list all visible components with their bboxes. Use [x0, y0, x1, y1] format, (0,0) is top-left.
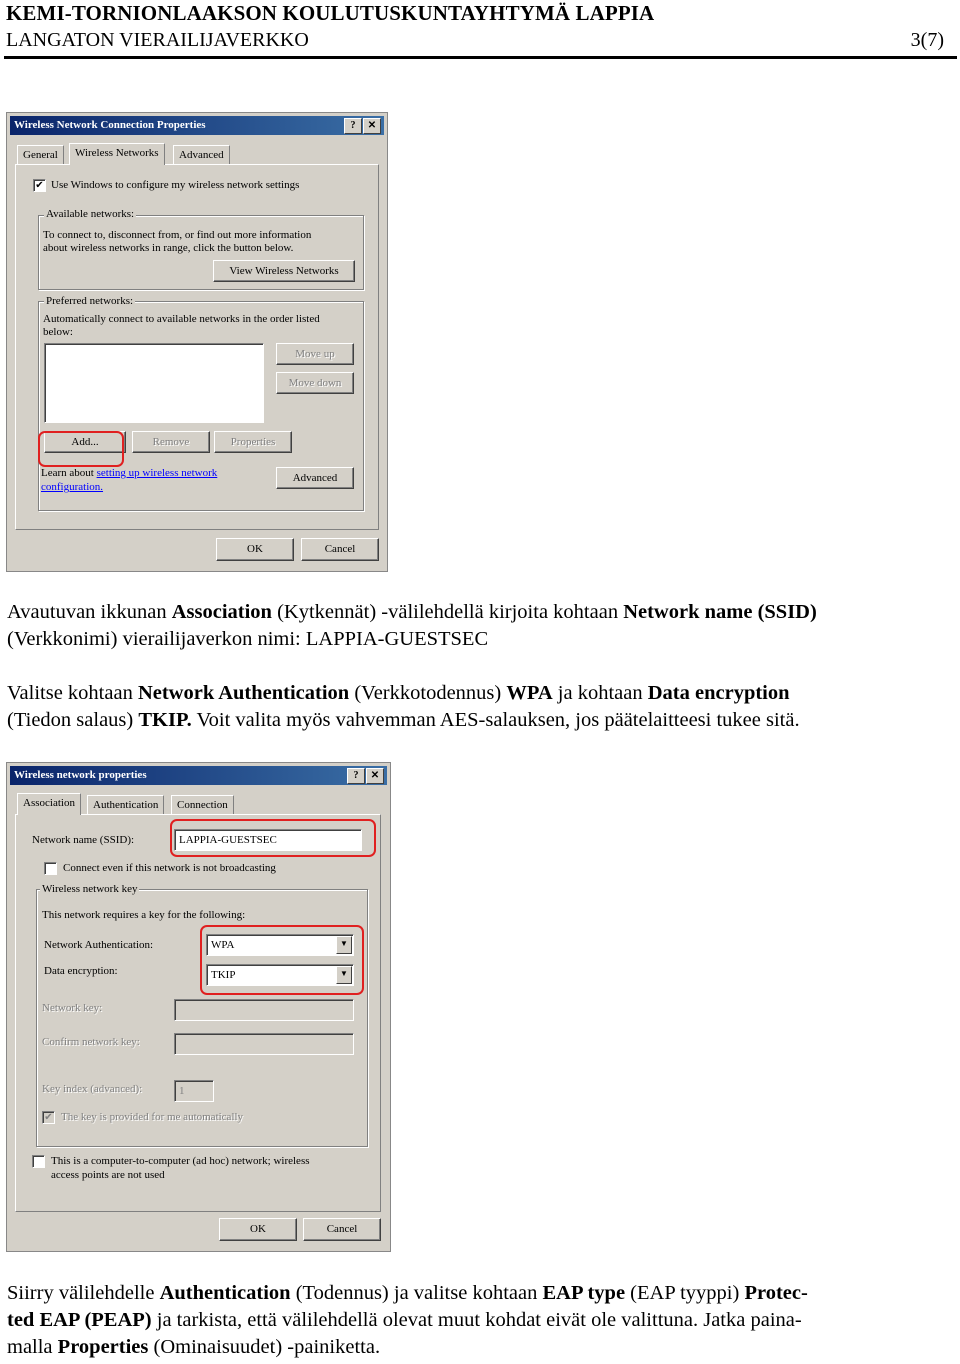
- tab-general[interactable]: General: [17, 145, 64, 164]
- paragraph-3: [7, 1280, 952, 1361]
- confirm-key-label: Confirm network key:: [42, 1036, 140, 1048]
- enc-label: Data encryption:: [44, 965, 118, 977]
- p3-text-1: Siirry välilehdelle: [7, 1282, 160, 1304]
- ssid-highlight: [170, 819, 376, 857]
- p3-text-4: ja tarkista, että välilehdellä olevat muut kohdat eivät ole valittuna. Jatka paina-: [151, 1309, 802, 1331]
- p1-text-2: (Kytkennät) -välilehdellä kirjoita kohtaan: [271, 601, 624, 623]
- cancel-button[interactable]: Cancel: [301, 538, 379, 561]
- learn-about-line-1: [41, 467, 217, 479]
- p3-text-2: (Todennus) ja valitse kohtaan: [290, 1282, 543, 1304]
- p2-bold-wpa: WPA: [506, 682, 553, 704]
- p3-bold-properties: Properties: [57, 1336, 149, 1358]
- p2-text-4: (Tiedon salaus): [7, 709, 139, 731]
- move-down-button[interactable]: Move down: [276, 372, 354, 394]
- p2-bold-network-auth: Network Authentication: [137, 682, 350, 704]
- ssid-label: Network name (SSID):: [32, 834, 135, 846]
- remove-button[interactable]: Remove: [132, 431, 210, 453]
- move-up-button[interactable]: Move up: [276, 343, 354, 365]
- available-text-1: To connect to, disconnect from, or find out more information: [43, 229, 312, 241]
- help-button[interactable]: ?: [344, 118, 362, 134]
- properties-button[interactable]: Properties: [214, 431, 292, 453]
- organization-name: KEMI-TORNIONLAAKSON KOULUTUSKUNTAYHTYMÄ LAPPIA: [6, 1, 655, 25]
- learn-link[interactable]: setting up wireless network: [96, 467, 218, 479]
- paragraph-2: [7, 680, 952, 734]
- dialog2-title: Wireless network properties: [14, 769, 147, 781]
- advanced-button[interactable]: Advanced: [276, 467, 354, 489]
- add-button[interactable]: Add...: [44, 431, 126, 453]
- key-index-spinner[interactable]: 1: [174, 1080, 214, 1102]
- help-button[interactable]: ?: [347, 768, 365, 784]
- p2-bold-tkip: TKIP.: [138, 709, 192, 731]
- p3-bold-peap: ted EAP (PEAP): [7, 1309, 152, 1331]
- dialog2-screenshot: [6, 762, 391, 1252]
- p3-text-3: (EAP tyyppi): [625, 1282, 745, 1304]
- network-key-input[interactable]: [174, 999, 354, 1021]
- key-text: This network requires a key for the following:: [42, 909, 246, 921]
- use-windows-label: Use Windows to configure my wireless network settings: [51, 179, 300, 191]
- page-number: 3(7): [910, 29, 944, 51]
- close-button[interactable]: ✕: [366, 768, 384, 784]
- ssid-input[interactable]: LAPPIA-GUESTSEC: [174, 829, 362, 851]
- use-windows-checkbox[interactable]: ✔: [33, 179, 46, 192]
- tab-advanced[interactable]: Advanced: [173, 145, 230, 164]
- tab-connection[interactable]: Connection: [171, 795, 234, 814]
- adhoc-label-1: This is a computer-to-computer (ad hoc) network; wireless: [51, 1155, 310, 1167]
- p2-bold-data-encryption: Data encryption: [647, 682, 790, 704]
- p3-text-6: (Ominaisuudet) -painiketta.: [148, 1336, 381, 1358]
- learn-prefix: Learn about: [41, 467, 97, 479]
- paragraph-1: [7, 599, 952, 653]
- view-wireless-networks-button[interactable]: View Wireless Networks: [213, 260, 355, 282]
- auth-enc-highlight: [200, 925, 364, 995]
- dialog1-title: Wireless Network Connection Properties: [14, 119, 206, 131]
- p1-text-1: Avautuvan ikkunan: [7, 601, 172, 623]
- p2-text-5: Voit valita myös vahvemman AES-salauksen, jos päätelaitteesi tukee sitä.: [191, 709, 800, 731]
- p1-bold-association: Association: [171, 601, 272, 623]
- p1-text-3: (Verkkonimi) vierailijaverkon nimi: LAPPIA-GUESTSEC: [7, 628, 489, 650]
- connect-even-checkbox[interactable]: [44, 862, 57, 875]
- adhoc-checkbox[interactable]: [32, 1155, 45, 1168]
- preferred-text-1: Automatically connect to available networks in the order listed: [43, 313, 320, 325]
- auto-key-checkbox[interactable]: ✔: [42, 1111, 55, 1124]
- dialog2-tab-panel: [15, 814, 381, 1212]
- p3-bold-eap-type: EAP type: [542, 1282, 626, 1304]
- preferred-networks-list[interactable]: [44, 343, 264, 423]
- wireless-key-label: Wireless network key: [42, 883, 138, 895]
- p1-bold-ssid: Network name (SSID): [623, 601, 817, 623]
- p2-text-1: Valitse kohtaan: [7, 682, 138, 704]
- connect-even-label: Connect even if this network is not broadcasting: [63, 862, 276, 874]
- p2-text-3: ja kohtaan: [552, 682, 648, 704]
- tab-wireless-networks[interactable]: Wireless Networks: [69, 143, 165, 165]
- auth-value: WPA: [211, 939, 235, 951]
- tab-authentication[interactable]: Authentication: [87, 795, 164, 814]
- dialog1-titlebar: [10, 116, 384, 135]
- available-text-2: about wireless networks in range, click the button below.: [43, 242, 294, 254]
- confirm-key-input[interactable]: [174, 1033, 354, 1055]
- document-title: LANGATON VIERAILIJAVERKKO: [6, 29, 309, 51]
- adhoc-label-2: access points are not used: [51, 1169, 165, 1181]
- tab-association[interactable]: Association: [17, 793, 81, 815]
- dialog1-tab-panel: [15, 164, 379, 530]
- cancel-button[interactable]: Cancel: [303, 1218, 381, 1241]
- p3-text-5: malla: [7, 1336, 58, 1358]
- add-highlight: [38, 431, 124, 467]
- dialog1-screenshot: [6, 112, 388, 572]
- chevron-down-icon[interactable]: ▼: [336, 966, 352, 984]
- p3-bold-authentication: Authentication: [159, 1282, 291, 1304]
- preferred-networks-label: Preferred networks:: [46, 295, 134, 307]
- auto-key-label: The key is provided for me automatically: [61, 1111, 244, 1123]
- chevron-down-icon[interactable]: ▼: [336, 936, 352, 954]
- network-key-label: Network key:: [42, 1002, 103, 1014]
- auth-label: Network Authentication:: [44, 939, 154, 951]
- close-button[interactable]: ✕: [363, 118, 381, 134]
- ok-button[interactable]: OK: [219, 1218, 297, 1241]
- learn-link-2[interactable]: configuration.: [41, 481, 104, 493]
- ok-button[interactable]: OK: [216, 538, 294, 561]
- preferred-text-2: below:: [43, 326, 73, 338]
- p3-bold-protec: Protec-: [744, 1282, 808, 1304]
- available-networks-label: Available networks:: [46, 208, 135, 220]
- key-index-label: Key index (advanced):: [42, 1083, 143, 1095]
- p2-text-2: (Verkkotodennus): [349, 682, 507, 704]
- enc-value: TKIP: [211, 969, 236, 981]
- dialog2-titlebar: [10, 766, 387, 785]
- header-rule: [4, 56, 957, 59]
